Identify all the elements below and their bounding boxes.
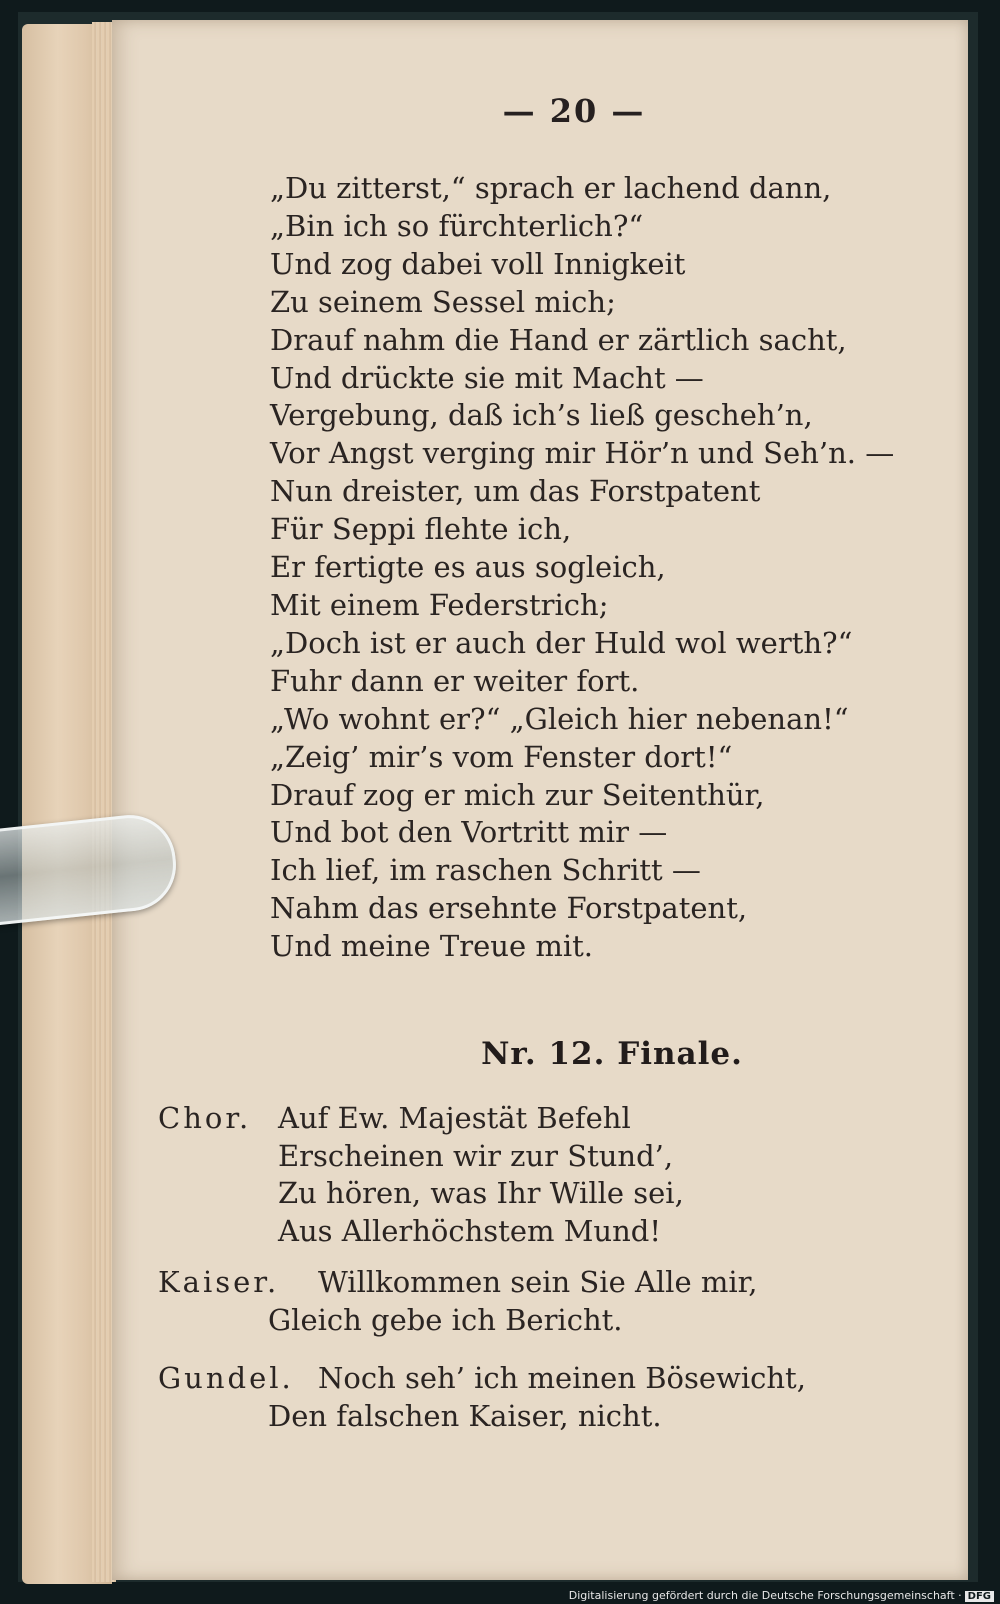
speaker-name: Chor. (158, 1101, 252, 1135)
verse-line: „Bin ich so fürchterlich?“ (270, 208, 644, 243)
verse-line: Zu seinem Sessel mich; (270, 284, 616, 319)
verse-line: Er fertigte es aus sogleich, (270, 550, 666, 585)
page-number: — 20 — (502, 92, 646, 130)
speech-block (268, 1398, 662, 1436)
section-heading: Nr. 12. Finale. (481, 1036, 743, 1072)
verse-line: Und zog dabei voll Innigkeit (270, 246, 686, 281)
speaker-name: Gundel. (158, 1361, 294, 1395)
speech-line: Noch seh’ ich meinen Bösewicht, (318, 1361, 806, 1395)
verse-line: „Du zitterst,“ sprach er lachend dann, (270, 171, 832, 205)
verse-line: Drauf nahm die Hand er zärtlich sacht, (270, 322, 847, 357)
speech-block (318, 1264, 758, 1302)
speech-line: Aus Allerhöchstem Mund! (278, 1213, 661, 1248)
verse-line: Für Seppi flehte ich, (270, 512, 572, 547)
verse-line: Ich lief, im raschen Schritt — (270, 853, 701, 888)
verse-line: „Doch ist er auch der Huld wol werth?“ (270, 625, 853, 660)
dfg-logo: DFG (965, 1591, 994, 1602)
speech-block (268, 1302, 623, 1340)
speech-line: Willkommen sein Sie Alle mir, (318, 1265, 758, 1299)
speech-line: Auf Ew. Majestät Befehl (278, 1101, 631, 1135)
verse-block (270, 170, 950, 966)
verse-line: Fuhr dann er weiter fort. (270, 663, 640, 698)
digitization-credit (569, 1589, 994, 1602)
verse-line: Und drückte sie mit Macht — (270, 360, 704, 395)
verse-line: Drauf zog er mich zur Seitenthür, (270, 777, 765, 812)
verse-line: Mit einem Federstrich; (270, 587, 609, 622)
verse-line: „Wo wohnt er?“ „Gleich hier nebenan!“ (270, 701, 849, 736)
speech-line: Gleich gebe ich Bericht. (268, 1303, 623, 1337)
verse-line: Vergebung, daß ich’s ließ gescheh’n, (270, 398, 813, 433)
verse-line: Nahm das ersehnte Forstpatent, (270, 891, 748, 926)
verse-line: Und meine Treue mit. (270, 929, 593, 964)
speech-line: Zu hören, was Ihr Wille sei, (278, 1176, 684, 1210)
verse-line: „Zeig’ mir’s vom Fenster dort!“ (270, 739, 733, 774)
verse-line: Nun dreister, um das Forstpatent (270, 474, 761, 509)
book-page (112, 20, 968, 1580)
speech-block (278, 1100, 684, 1250)
verse-line: Vor Angst verging mir Hör’n und Seh’n. — (270, 436, 895, 471)
verse-line: Und bot den Vortritt mir — (270, 815, 668, 850)
credit-text: Digitalisierung gefördert durch die Deutsche Forschungsgemeinschaft · (568, 1589, 962, 1602)
speaker-name: Kaiser. (158, 1265, 280, 1299)
speech-block (318, 1360, 806, 1398)
speech-line: Erscheinen wir zur Stund’, (278, 1138, 674, 1173)
speech-line: Den falschen Kaiser, nicht. (268, 1399, 662, 1433)
